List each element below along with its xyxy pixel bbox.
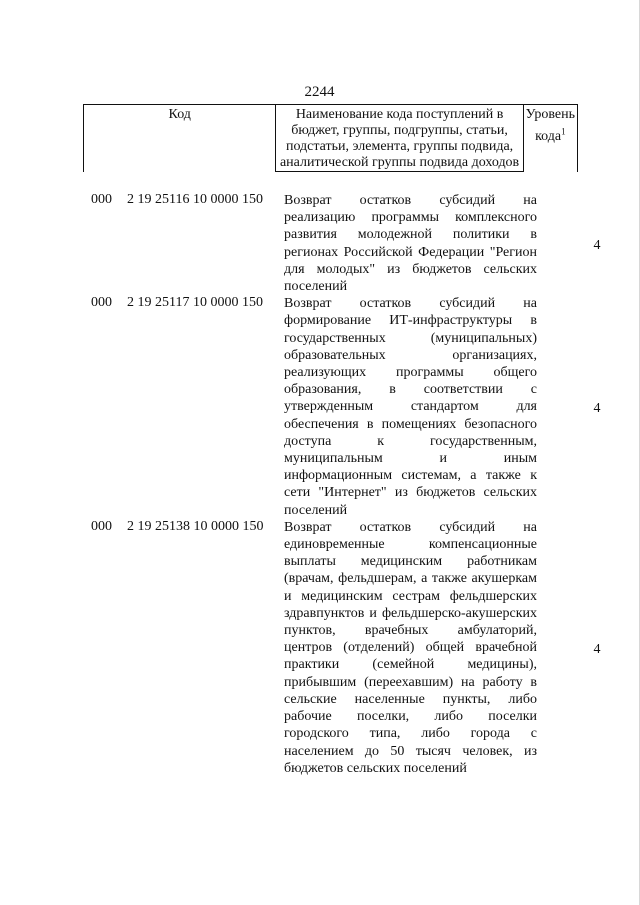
budget-code: 2 19 25138 10 0000 150 bbox=[127, 518, 264, 534]
header-name: Наименование кода поступлений в бюджет, группы, подгруппы, статьи, подстатьи, элемента, группы подвида, аналитической группы подвида доходов bbox=[276, 105, 523, 172]
header-code: Код bbox=[84, 105, 276, 172]
row-description: Возврат остатков субсидий на реализацию программы комплексного развития молодежной политики в регионах Российской Федерации "Регион для молодых" из бюджетов сельских поселений bbox=[284, 193, 537, 295]
row-level: 4 bbox=[593, 641, 601, 657]
row-level: 4 bbox=[593, 237, 601, 253]
header-level-label: Уровень кода bbox=[525, 107, 575, 144]
table-header bbox=[83, 104, 578, 172]
table-body bbox=[0, 192, 640, 777]
row-code bbox=[91, 519, 264, 535]
page-number: 2244 bbox=[304, 84, 335, 100]
row-level: 4 bbox=[593, 401, 601, 417]
code-prefix: 000 bbox=[91, 518, 112, 534]
table-row bbox=[0, 519, 640, 777]
row-description: Возврат остатков субсидий на единовременные компенсационные выплаты медицинским работникам (врачам, фельдшерам, а также акушеркам и медицинским сестрам фельдшерских здравпунктов и фельдшерско-акушерских пунктов, врачебных амбулаторий, центров (отделений) общей врачебной практики (семейной медицины), прибывшим (переехавшим) на работу в сельские населенные пункты, либо рабочие поселки, либо поселки городского типа, либо города с населением до 50 тысяч человек, из бюджетов сельских поселений bbox=[284, 519, 537, 776]
header-level bbox=[523, 105, 577, 172]
budget-code: 2 19 25116 10 0000 150 bbox=[127, 192, 263, 207]
row-code bbox=[91, 295, 263, 311]
budget-code: 2 19 25117 10 0000 150 bbox=[127, 295, 263, 311]
row-description: Возврат остатков субсидий на формирование ИТ-инфраструктуры в государственных (муниципальных) образовательных организациях, реализующих программы общего образования, в соответствии с утвержденным стандартом для обеспечения в помещениях безопасного доступа к государственным, муниципальным и иным информационным системам, а также к сети "Интернет" из бюджетов сельских поселений bbox=[284, 296, 537, 518]
footnote-marker: 1 bbox=[561, 126, 566, 136]
code-prefix: 000 bbox=[91, 192, 112, 207]
table-row bbox=[0, 192, 640, 295]
row-code bbox=[91, 192, 263, 208]
header-level-text bbox=[526, 107, 575, 144]
table-row bbox=[0, 295, 640, 519]
code-prefix: 000 bbox=[91, 295, 112, 311]
